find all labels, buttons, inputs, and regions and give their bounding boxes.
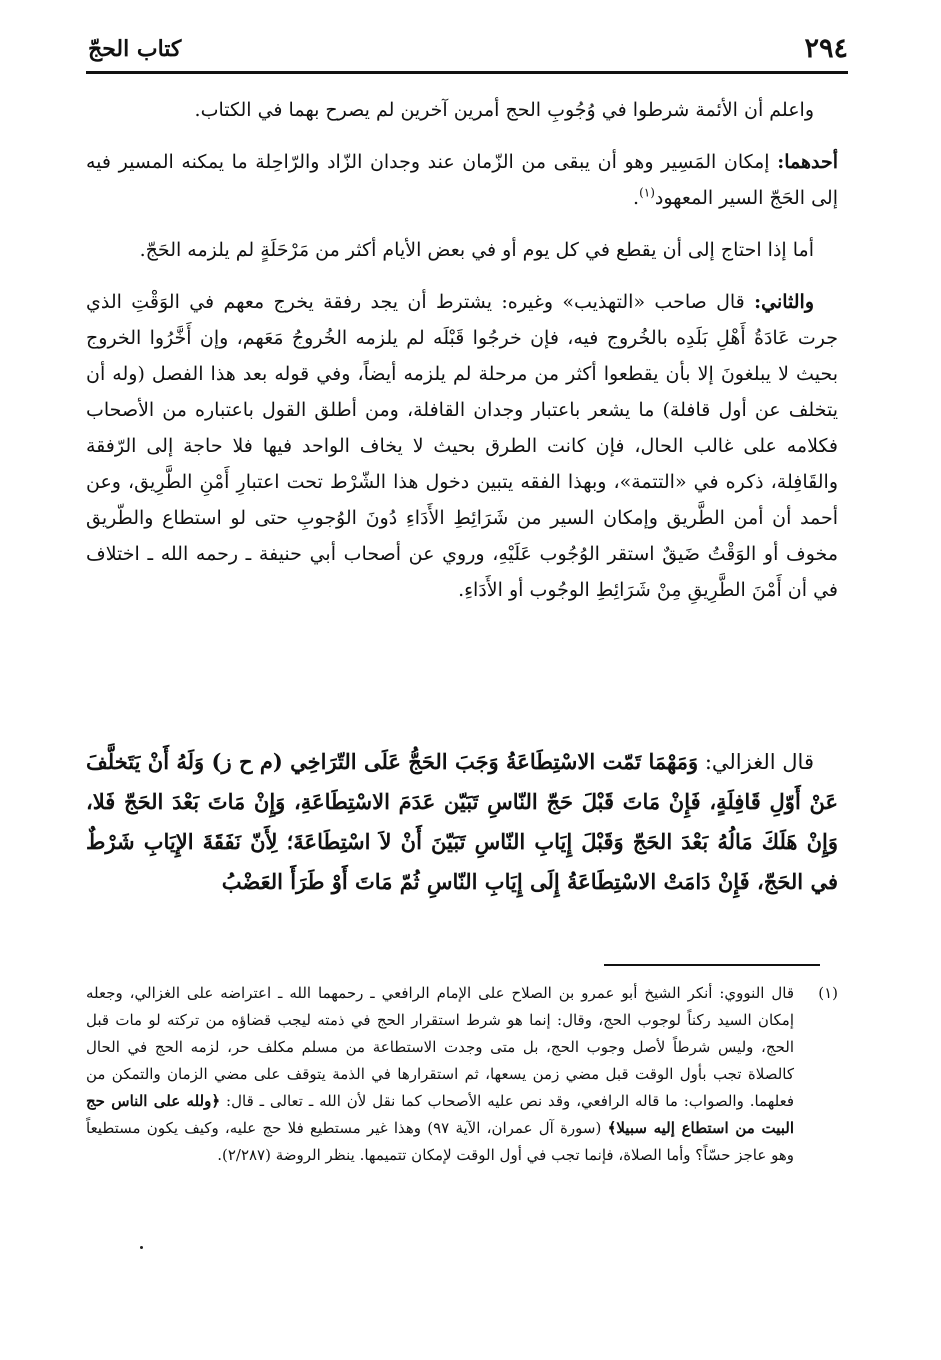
footnote <box>86 980 838 1169</box>
paragraph-tail: . <box>633 187 640 209</box>
quran-verse: ﴿ولله على الناس حج البيت من استطاع إليه سبيلا﴾ <box>86 1092 794 1137</box>
paragraph-text: قال صاحب «التهذيب» وغيره: يشترط أن يجد رفقة يخرج معهم في الوَقْتِ الذي جرت عَادَةُ أَهْلِ بَلَدِه بالخُروج فيه، فإن خرجُوا قَبْلَه لم يلزمه الخُروجُ مَعَهم، وإن أَخَّرُوا الخروج بحيث لا يبلغونَ إلا بأن يقطعوا أكثر من مرحلة لم يلزمه أيضاً، وفي قوله بعد هذا الفصل (وله أن يتخلف عن أول قافلة) ما يشعر باعتبار وجدان القافلة، ومن أطلق القول باعتباره من الأصحاب فكلامه على غالب الحال، فإن كانت الطرق بحيث لا يخاف الواحد فيها فلا حاجة إلى الرّفقة والقَافِلة، ذكره في «التتمة»، وبهذا الفقه يتبين دخول هذا الشّرْط تحت اعتبارِ أَمْنِ الطَّرِيق، وعن أحمد أن أمن الطَّريق وإمكان السير من شَرَائِطِ الأَدَاءِ دُونَ الوُجوبِ حتى لو استطاع والطّريق مخوف أو الوَقْتُ ضَيقٌ استقر الوُجُوب عَلَيْهِ، وروي عن أصحاب أبي حنيفة ـ رحمه الله ـ اختلاف في أن أَمْنَ الطَّرِيقِ مِنْ شَرَائِطِ الوجُوب أو الأَدَاءِ. <box>86 291 838 601</box>
footnote-text-part: قال النووي: أنكر الشيخ أبو عمرو بن الصلاح على الإمام الرافعي ـ رحمهما الله ـ اعتراضه على الغزالي، وجعله إمكان السيد ركناً لوجوب الحج، وقال: إنما هو شرط استقرار الحج في ذمته ليجب قضاؤه من تركته لو مات قبل الحج، وليس شرطاً لأصل وجوب الحج، بل متى وجدت الاستطاعة من مسلم مكلف حر، لزمه الحج في الحال كالصلاة تجب بأول الوقت قبل مضي زمن يسعها، ثم استقرارها في الذمة يتوقف على مضي الزمان والتمكن من فعلهما. والصواب: ما قاله الرافعي، وقد نص عليه الأصحاب كما نقل لأن الله ـ تعالى ـ قال: <box>86 984 795 1110</box>
page-header <box>88 30 848 70</box>
footnote-number: (١) <box>818 984 838 1002</box>
paragraph-lead: أحدهما: <box>777 151 838 173</box>
print-speck <box>140 1246 143 1249</box>
paragraph-text: إمكان المَسِير وهو أن يبقى من الزّمان عند وجدان الزّاد والرّاحِلة ما يمكنه المسير فيه إلى الحَجّ السير المعهود <box>86 151 838 209</box>
paragraph <box>86 144 838 216</box>
main-text <box>86 92 838 624</box>
header-rule <box>86 71 848 74</box>
paragraph <box>86 232 838 268</box>
running-title: كتاب الحجّ <box>88 36 182 62</box>
ghazali-quote <box>86 742 838 902</box>
footnote-text <box>86 980 794 1169</box>
quote-text: وَمَهْمَا تَمّت الاسْتِطَاعَةُ وَجَبَ الحَجُّ عَلَى التّرَاخِي (م ح ز) وَلَهُ أَنْ يَتَخلَّفَ عَنْ أَوّلِ قَافِلَةٍ، فَإِنْ مَاتَ قَبْلَ حَجّ النّاسِ تَبَيّن عَدَمَ الاسْتِطَاعَةِ، وَإِنْ مَاتَ بَعْدَ الحَجّ فَلا، وَإِنْ هَلَكَ مَالُهُ بَعْدَ الحَجّ وَقَبْلَ إِيَابِ النّاسِ تَبَيّنَ أَنْ لاَ اسْتِطَاعَةَ؛ لِأَنّ نَفَقَةَ الإِيَابِ شَرْطٌ في الحَجّ، فَإِنْ دَامَتْ الاسْتِطَاعَةُ إِلَى إِيَابِ النّاسِ ثُمّ مَاتَ أَوْ طَرَأَ العَضْبُ <box>86 749 838 894</box>
footnote-text-part: (سورة آل عمران، الآية ٩٧) وهذا غير مستطيع فلا حج عليه، وكيف يكون مستطيعاً وهو عاجز حسّاً؟ وأما الصلاة، فإنما تجب في أول الوقت لإمكان تتميمها. ينظر الروضة (٢/٢٨٧). <box>86 1119 794 1164</box>
paragraph-text: أما إذا احتاج إلى أن يقطع في كل يوم أو في بعض الأيام أكثر من مَرْحَلَةٍ لم يلزمه الحَجّ. <box>139 239 814 261</box>
quote-intro: قال الغزالي: <box>698 750 814 774</box>
paragraph-text: واعلم أن الأئمة شرطوا في وُجُوبِ الحج أمرين آخرين لم يصرح بهما في الكتاب. <box>194 99 814 121</box>
page-number: ٢٩٤ <box>804 33 848 64</box>
footnote-separator <box>604 964 820 966</box>
paragraph <box>86 92 838 128</box>
paragraph-lead: والثاني: <box>754 291 814 313</box>
paragraph <box>86 284 838 608</box>
footnote-reference[interactable]: (١) <box>639 185 655 200</box>
